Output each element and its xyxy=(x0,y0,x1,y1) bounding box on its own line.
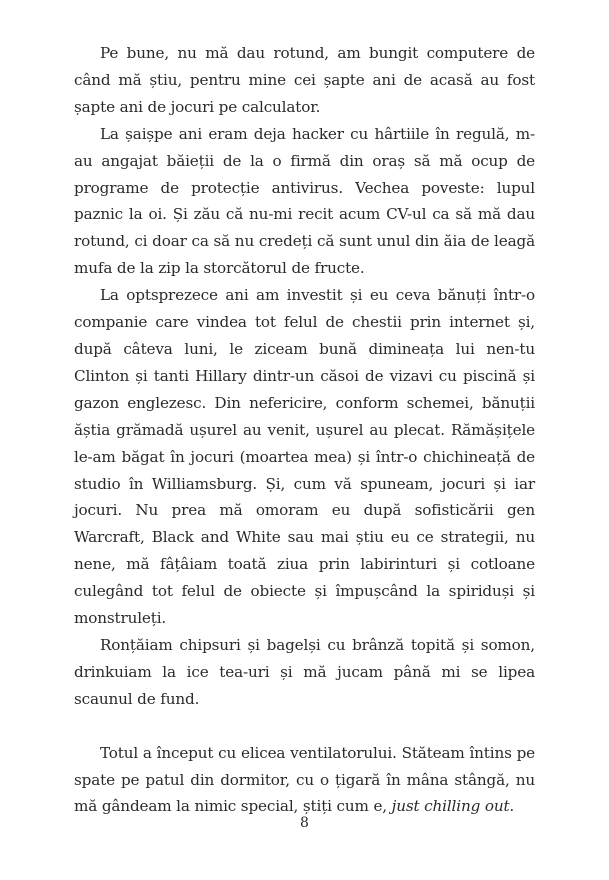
paragraph-5 xyxy=(74,740,535,821)
page-number: 8 xyxy=(300,815,309,831)
paragraph-5-text: Totul a început cu elicea ventilatorului. Stăteam întins pe spate pe patul din dormitor, cu o țigară în mâna stângă, nu mă gândeam la nimic special, știți cum e, xyxy=(74,743,535,816)
paragraph-4: Ronțăiam chipsuri și bagelși cu brânză topită și somon, drinkuiam la ice tea-uri și mă jucam până mi se lipea scaunul de fund. xyxy=(74,635,535,708)
paragraph-2: La șaișpe ani eram deja hacker cu hârtiile în regulă, m-au angajat băieții de la o firmă din oraș să mă ocup de programe de protecție antivirus. Vechea poveste: lupul paznic la oi. Și zău că nu-mi recit acum CV-ul ca să mă dau rotund, ci doar ca să nu credeți că sunt unul din ăia de leagă mufa de la zip la storcătorul de fructe. xyxy=(74,124,535,278)
paragraph-3: La optsprezece ani am investit și eu ceva bănuți într-o companie care vindea tot felul de chestii prin internet și, după câteva luni, le ziceam bună dimineața lui nen-tu Clinton și tanti Hillary dintr-un căsoi de vizavi cu piscină și gazon englezesc. Din nefericire, conform schemei, bănuții ăștia grămadă ușurel au venit, ușurel au plecat. Rămășițele le-am băgat în jocuri (moartea mea) și într-o chichineață de studio în Williamsburg. Și, cum vă spuneam, jocuri și iar jocuri. Nu prea mă omoram eu după sofisticării gen Warcraft, Black and White sau mai știu eu ce strategii, nu nene, mă fâțâiam toată ziua prin labirinturi și cotloane culegând tot felul de obiecte și împușcând la spiriduși și monstruleți. xyxy=(74,286,535,628)
paragraph-5-italic: just chilling out xyxy=(391,797,510,816)
paragraph-1: Pe bune, nu mă dau rotund, am bungit computere de când mă știu, pentru mine cei șapte ani de acasă au fost șapte ani de jocuri pe calculator. xyxy=(74,44,535,116)
body-text xyxy=(74,40,535,820)
paragraph-5-end: . xyxy=(509,797,515,816)
section-break xyxy=(74,713,535,740)
